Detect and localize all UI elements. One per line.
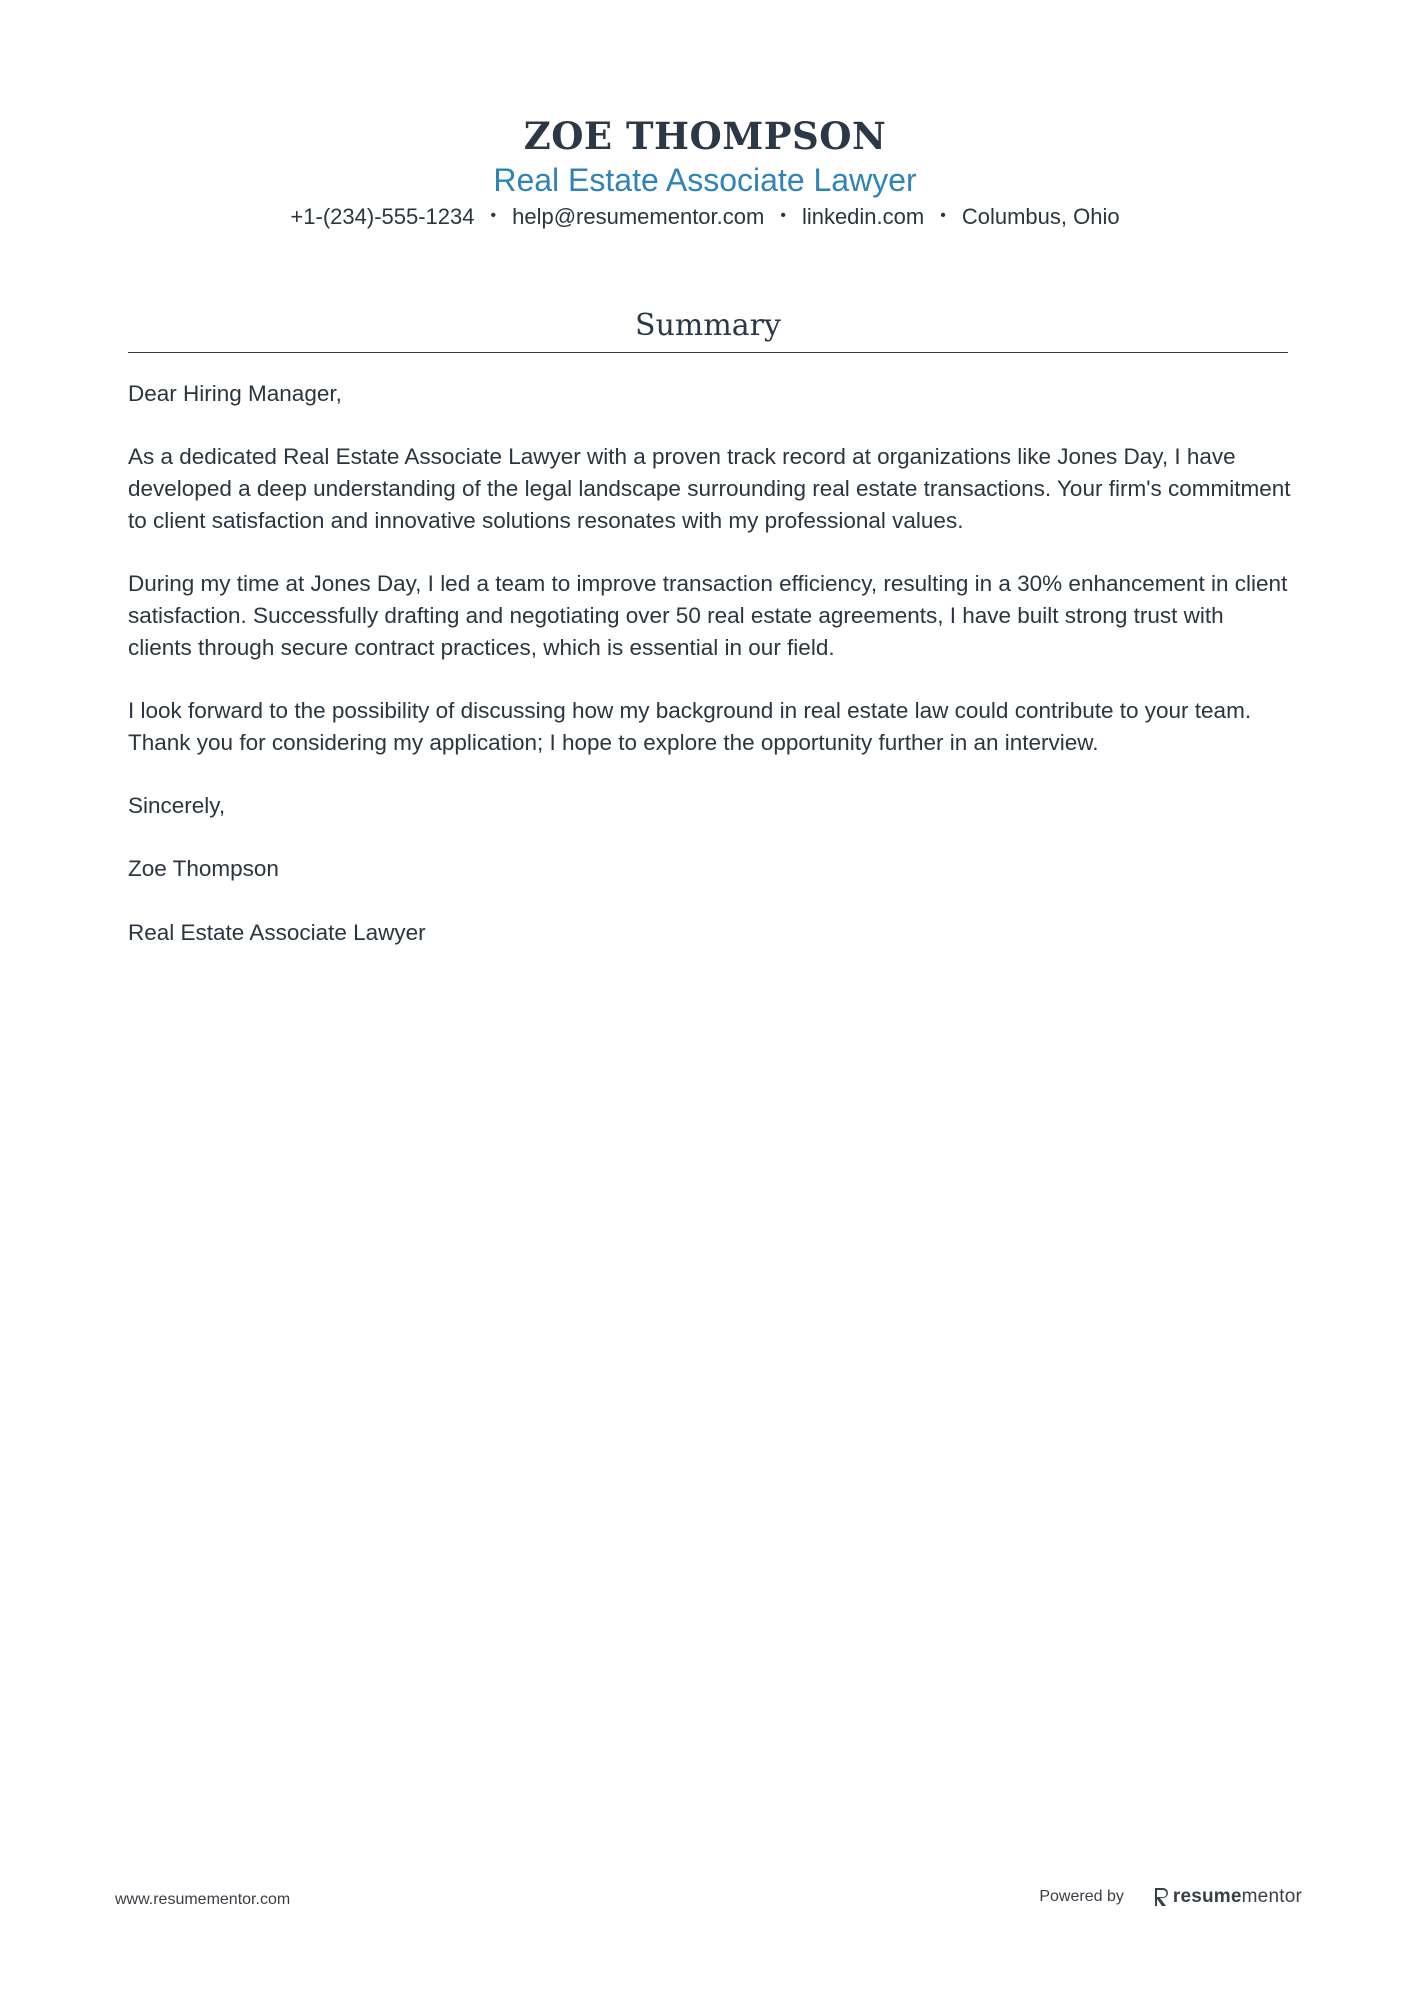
brand-name-part2: mentor bbox=[1241, 1886, 1302, 1907]
powered-by-label: Powered by bbox=[1039, 1888, 1124, 1905]
resumementor-logo-icon bbox=[1154, 1887, 1169, 1907]
letter-paragraph-1: As a dedicated Real Estate Associate Lawyer with a proven track record at organizations like Jones Day, I have developed a deep understanding of the legal landscape surrounding real estate transactions. Your firm's commitment to client satisfaction and innovative solutions resonates with my professional values. bbox=[128, 444, 1291, 533]
candidate-name: ZOE THOMPSON bbox=[523, 114, 887, 158]
letter-paragraph-3: I look forward to the possibility of discussing how my background in real estate law could contribute to your team. Thank you for considering my application; I hope to explore the opportunity further in an interview. bbox=[128, 697, 1252, 755]
contact-line bbox=[0, 202, 1410, 232]
footer-website: www.resumementor.com bbox=[115, 1891, 291, 1908]
contact-separator: • bbox=[940, 207, 946, 224]
letter-header bbox=[0, 112, 1410, 232]
letter-greeting: Dear Hiring Manager, bbox=[128, 381, 342, 406]
footer-branding bbox=[1039, 1886, 1302, 1908]
contact-email: help@resumementor.com bbox=[512, 204, 765, 229]
contact-location: Columbus, Ohio bbox=[961, 204, 1120, 229]
section-title-summary: Summary bbox=[635, 308, 781, 343]
brand-name-part1: resume bbox=[1172, 1886, 1242, 1907]
contact-separator: • bbox=[780, 207, 786, 224]
section-divider bbox=[128, 352, 1288, 353]
signature-title: Real Estate Associate Lawyer bbox=[128, 919, 426, 945]
contact-phone: +1-(234)-555-1234 bbox=[290, 204, 475, 229]
contact-separator: • bbox=[490, 207, 497, 224]
letter-body bbox=[128, 378, 1293, 980]
signature-name: Zoe Thompson bbox=[128, 856, 279, 882]
brand-logo bbox=[1154, 1886, 1302, 1908]
letter-paragraph-2: During my time at Jones Day, I led a team to improve transaction efficiency, resulting in a 30% enhancement in client satisfaction. Successfully drafting and negotiating over 50 real estate agreements, I have built strong trust with clients through secure contract practices, which is essential in our field. bbox=[128, 571, 1288, 660]
contact-linkedin: linkedin.com bbox=[801, 204, 925, 229]
candidate-role: Real Estate Associate Lawyer bbox=[493, 162, 917, 198]
letter-closing: Sincerely, bbox=[128, 793, 226, 819]
